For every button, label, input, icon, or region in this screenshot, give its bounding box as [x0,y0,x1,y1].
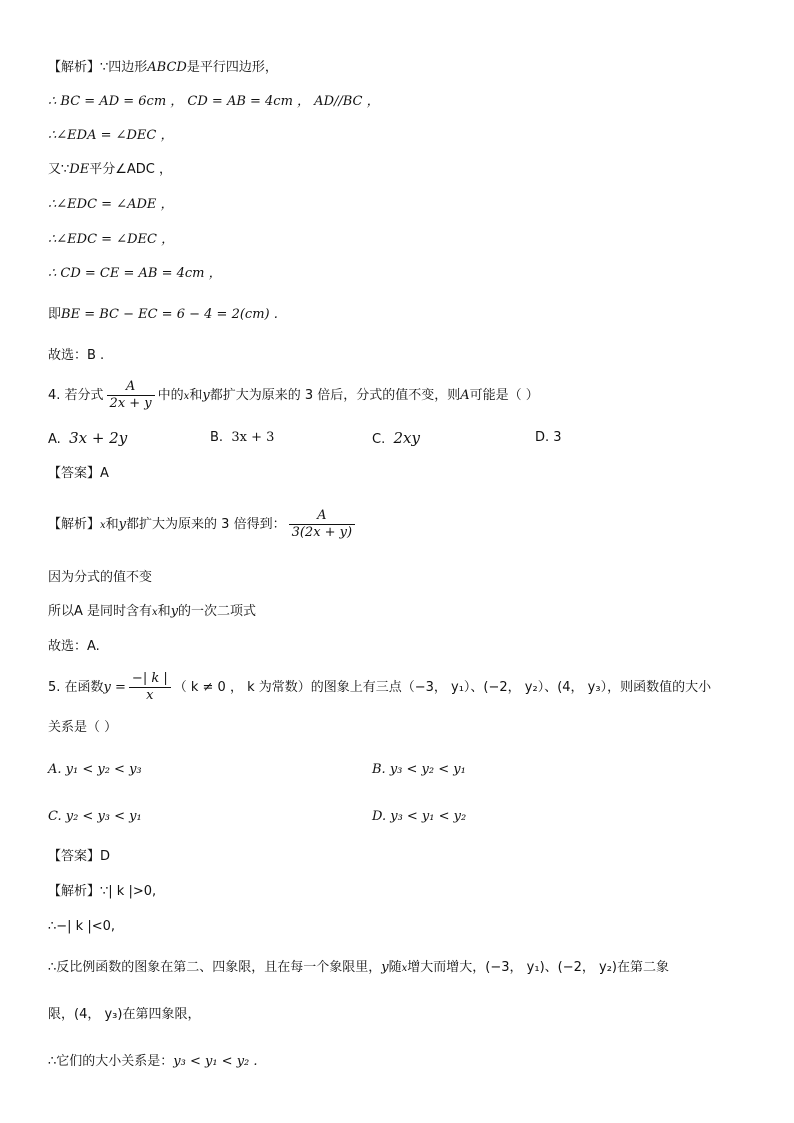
analysis-text: 和 [157,604,171,619]
question-number: 4. 若分式 [48,388,104,403]
question-text: 可能是（ ） [469,388,539,403]
analysis-line-1 [48,58,278,78]
option-label: B. [210,430,224,445]
fraction-denominator: 2x + y [107,395,155,412]
answer-4: 【答案】A [48,466,109,481]
fraction [129,671,171,704]
analysis-text: 【解析】∵四边形 [48,60,148,75]
question-text: 都扩大为原来的 3 倍后，分式的值不变，则 [209,388,461,403]
question-text: 和 [189,388,203,403]
analysis-5-line-2: ∴−| k |<0, [48,919,116,934]
option-label: C. [372,432,386,447]
option-label: A. [48,432,61,447]
question-5-stem-cont: 关系是（ ） [48,720,118,735]
analysis-5-line-3 [48,958,669,979]
analysis-line-3: ∴∠EDA = ∠DEC ， [48,128,174,143]
analysis-text: 平分∠ADC ， [89,162,172,177]
analysis-text: 是平行四边形， [186,60,278,75]
math-var: y [118,517,127,532]
analysis-text: 即 [48,307,62,322]
answer-5: 【答案】D [48,849,111,864]
fraction-numerator: A [125,379,136,394]
math-text: DE [69,162,90,177]
math-text: ABCD [147,60,187,75]
math-text: BE = BC − EC = 6 − 4 = 2(cm) . [61,307,278,322]
math-var: y [381,960,389,975]
option-b [210,428,274,448]
fraction-numerator: A [317,508,327,523]
question-number: 5. 在函数 [48,680,104,695]
analysis-line-5: ∴∠EDC = ∠ADE ， [48,197,174,212]
question-4-stem [48,378,539,415]
math-var: y [170,604,179,619]
option-d: D. y₃ < y₁ < y₂ [372,809,467,824]
analysis-text: 都扩大为原来的 3 倍得到： [126,517,286,532]
analysis-5-line-4: 限，(4， y₃)在第四象限， [48,1007,201,1022]
analysis-text: 的一次二项式 [178,604,257,619]
analysis-5-line-1: 【解析】∵| k |>0, [48,884,157,899]
math-text: y = [103,680,126,695]
fraction-numerator: −| k | [131,671,168,686]
analysis-label: 【解析】 [48,517,101,532]
fraction [289,508,356,541]
analysis-line-8 [48,305,278,325]
math-text: y₃ < y₁ < y₂ . [173,1054,258,1069]
analysis-4-line-3 [48,602,256,623]
analysis-4-line-4: 故选：A. [48,639,100,654]
option-d: D. 3 [535,430,562,445]
question-text: （ k ≠ 0 ， k 为常数）的图象上有三点（−3， y₁）、(−2， y₂）、(4， y₃），则函数值的大小 [173,680,712,695]
fraction-denominator: x [129,687,171,704]
analysis-text: 随 [388,960,402,975]
analysis-line-6: ∴∠EDC = ∠DEC ， [48,232,175,247]
option-text: 3x + 2y [69,429,128,447]
analysis-line-2: ∴ BC = AD = 6cm ， CD = AB = 4cm ， AD//BC ， [48,94,380,109]
math-var: y [202,388,210,403]
math-var: A [460,388,470,403]
option-c: C. y₂ < y₃ < y₁ [48,809,142,824]
fraction-denominator: 3(2x + y) [289,524,356,541]
math-var: x [100,520,106,531]
analysis-text: 又∵ [48,162,70,177]
fraction [107,379,155,412]
question-5-stem [48,668,711,708]
analysis-4-line-1 [48,505,358,546]
analysis-text: 所以A 是同时含有 [48,604,153,619]
analysis-line-9: 故选：B . [48,348,105,363]
analysis-line-4 [48,160,172,180]
analysis-text: 和 [105,517,119,532]
option-a: A. y₁ < y₂ < y₃ [48,762,142,777]
analysis-4-line-2: 因为分式的值不变 [48,570,153,585]
analysis-5-line-5 [48,1052,258,1072]
analysis-line-7: ∴ CD = CE = AB = 4cm ， [48,266,222,281]
option-a [48,428,127,450]
analysis-text: ∴反比例函数的图象在第二、四象限，且在每一个象限里， [48,960,382,975]
option-text: 2xy [393,429,420,447]
math-var: x [401,963,408,974]
question-text: 中的 [157,388,184,403]
math-var: x [152,607,158,618]
analysis-text: ∴它们的大小关系是： [48,1054,174,1069]
option-b: B. y₃ < y₂ < y₁ [372,762,466,777]
option-text: 3x + 3 [231,430,275,445]
option-c [372,428,420,450]
analysis-text: 增大而增大，(−3， y₁)、(−2， y₂)在第二象 [407,960,669,975]
math-var: x [183,391,190,402]
